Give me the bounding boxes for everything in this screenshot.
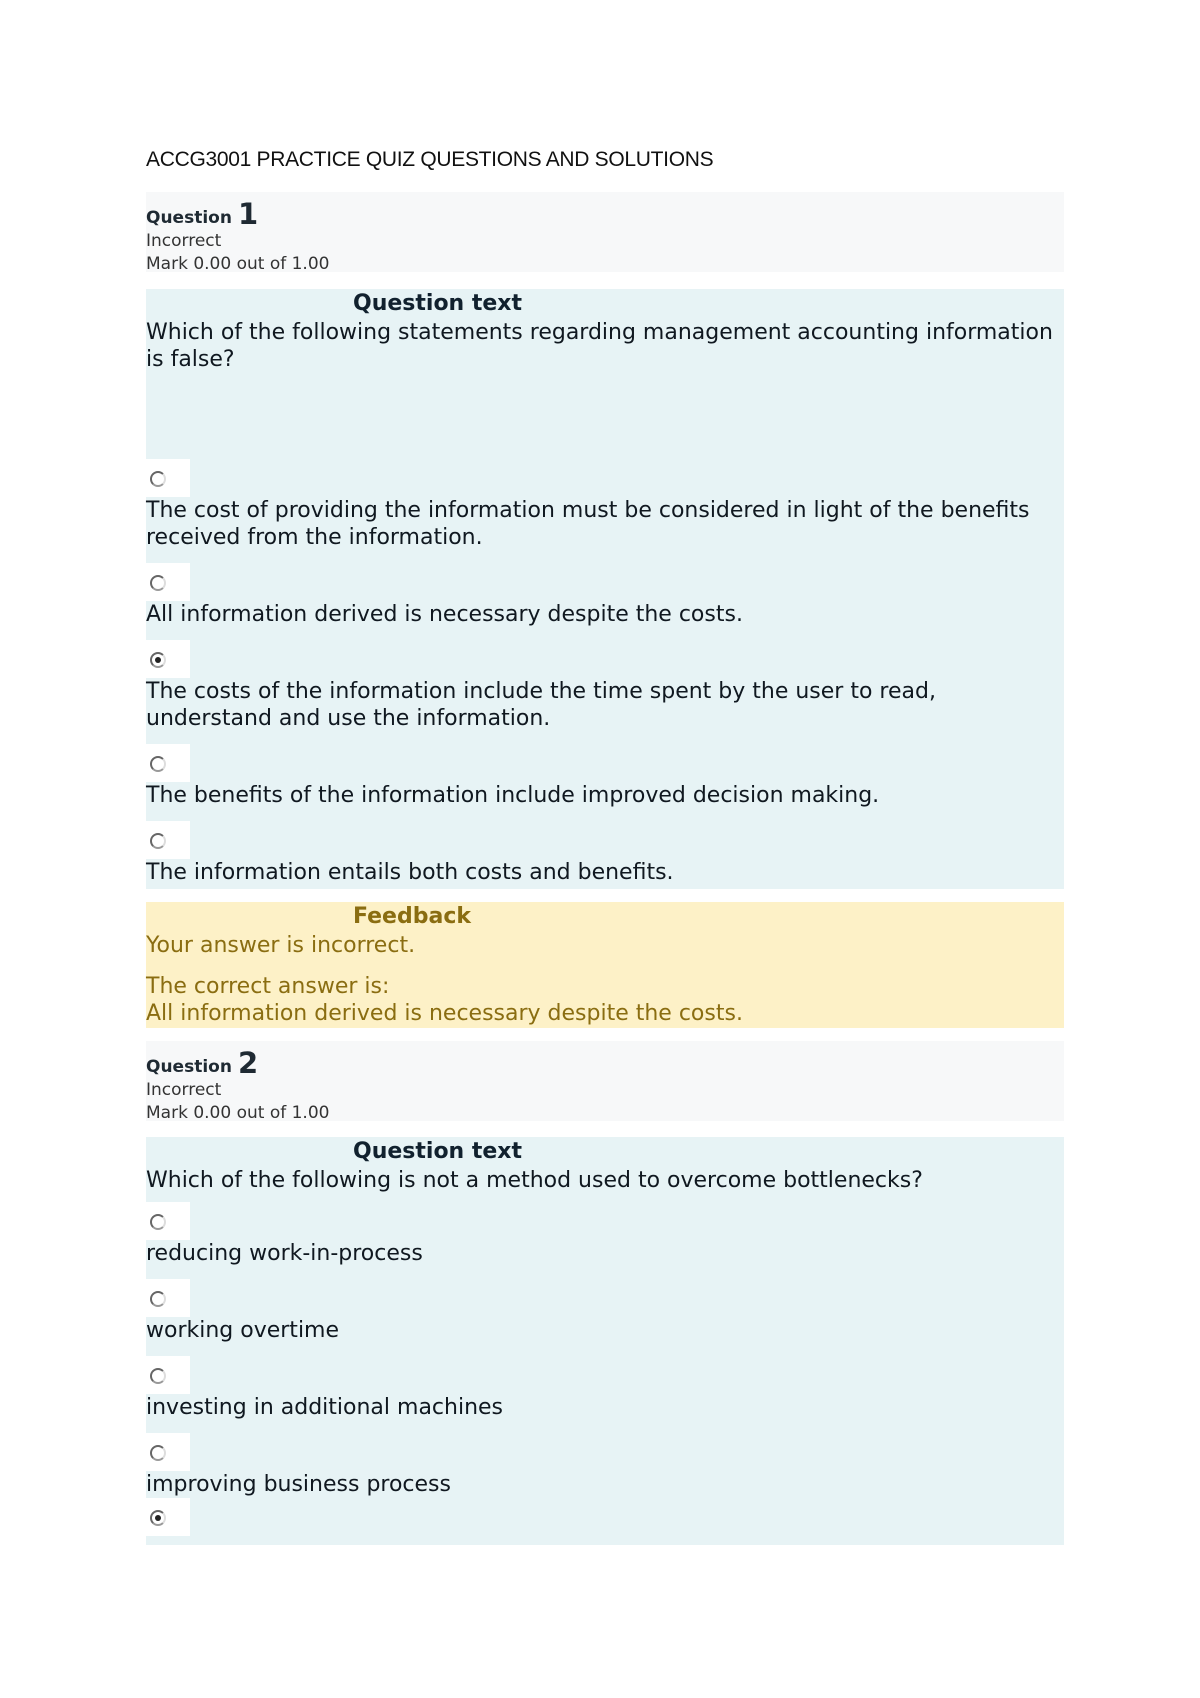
answer-option[interactable]: [146, 1279, 1064, 1344]
answer-option[interactable]: [146, 1356, 1064, 1421]
radio-button-selected[interactable]: [150, 652, 166, 668]
answer-label: investing in additional machines: [146, 1395, 504, 1420]
answer-option[interactable]: [146, 640, 1064, 732]
feedback-result: Your answer is incorrect.: [146, 933, 416, 958]
answer-label: working overtime: [146, 1318, 340, 1343]
answer-option[interactable]: [146, 1202, 1064, 1267]
question-state: Incorrect: [146, 231, 222, 251]
question-mark: Mark 0.00 out of 1.00: [146, 1103, 330, 1123]
feedback-heading: Feedback: [353, 904, 471, 929]
feedback-panel: [146, 902, 1064, 1028]
question-label: Question: [146, 208, 232, 228]
question-text-heading: Question text: [353, 1139, 523, 1164]
radio-button[interactable]: [150, 1368, 166, 1384]
radio-button[interactable]: [150, 575, 166, 591]
radio-button[interactable]: [150, 756, 166, 772]
answer-option[interactable]: [146, 821, 1064, 886]
answer-option[interactable]: [146, 744, 1064, 809]
question-mark: Mark 0.00 out of 1.00: [146, 254, 330, 274]
question-1-content: [146, 289, 1064, 889]
question-text: Which of the following is not a method used to overcome bottlenecks?: [146, 1168, 923, 1193]
question-text-heading: Question text: [353, 291, 523, 316]
question-label: Question: [146, 1057, 232, 1077]
answer-label: The information entails both costs and benefits.: [146, 860, 674, 885]
question-state: Incorrect: [146, 1080, 222, 1100]
answer-option[interactable]: [146, 459, 1064, 551]
answer-label: improving business process: [146, 1472, 451, 1497]
feedback-correct-intro: The correct answer is:: [146, 974, 390, 999]
radio-button[interactable]: [150, 833, 166, 849]
document-title: ACCG3001 PRACTICE QUIZ QUESTIONS AND SOLUTIONS: [146, 148, 714, 171]
question-1-info: [146, 192, 1064, 272]
answer-option[interactable]: [146, 1433, 1064, 1498]
radio-button-selected[interactable]: [150, 1510, 166, 1526]
question-number: 2: [237, 1046, 259, 1080]
question-number: 1: [237, 197, 259, 231]
radio-button[interactable]: [150, 471, 166, 487]
question-2-heading: [146, 1047, 1064, 1079]
question-2-info: [146, 1041, 1064, 1121]
answer-label: reducing work-in-process: [146, 1241, 423, 1266]
question-text: Which of the following statements regarding management accounting information is false?: [146, 320, 1053, 372]
feedback-correct-answer: All information derived is necessary despite the costs.: [146, 1001, 743, 1026]
radio-button[interactable]: [150, 1445, 166, 1461]
radio-button[interactable]: [150, 1214, 166, 1230]
answer-label: The cost of providing the information must be considered in light of the benefits received from the information.: [146, 498, 1030, 550]
question-2-content: [146, 1137, 1064, 1545]
answer-option[interactable]: [146, 563, 1064, 628]
radio-button[interactable]: [150, 1291, 166, 1307]
answer-option[interactable]: [146, 1498, 1064, 1536]
answer-label: The benefits of the information include improved decision making.: [146, 783, 880, 808]
answer-label: All information derived is necessary despite the costs.: [146, 602, 743, 627]
answer-label: The costs of the information include the time spent by the user to read, understand and use the information.: [146, 679, 936, 731]
question-1-heading: [146, 198, 1064, 230]
